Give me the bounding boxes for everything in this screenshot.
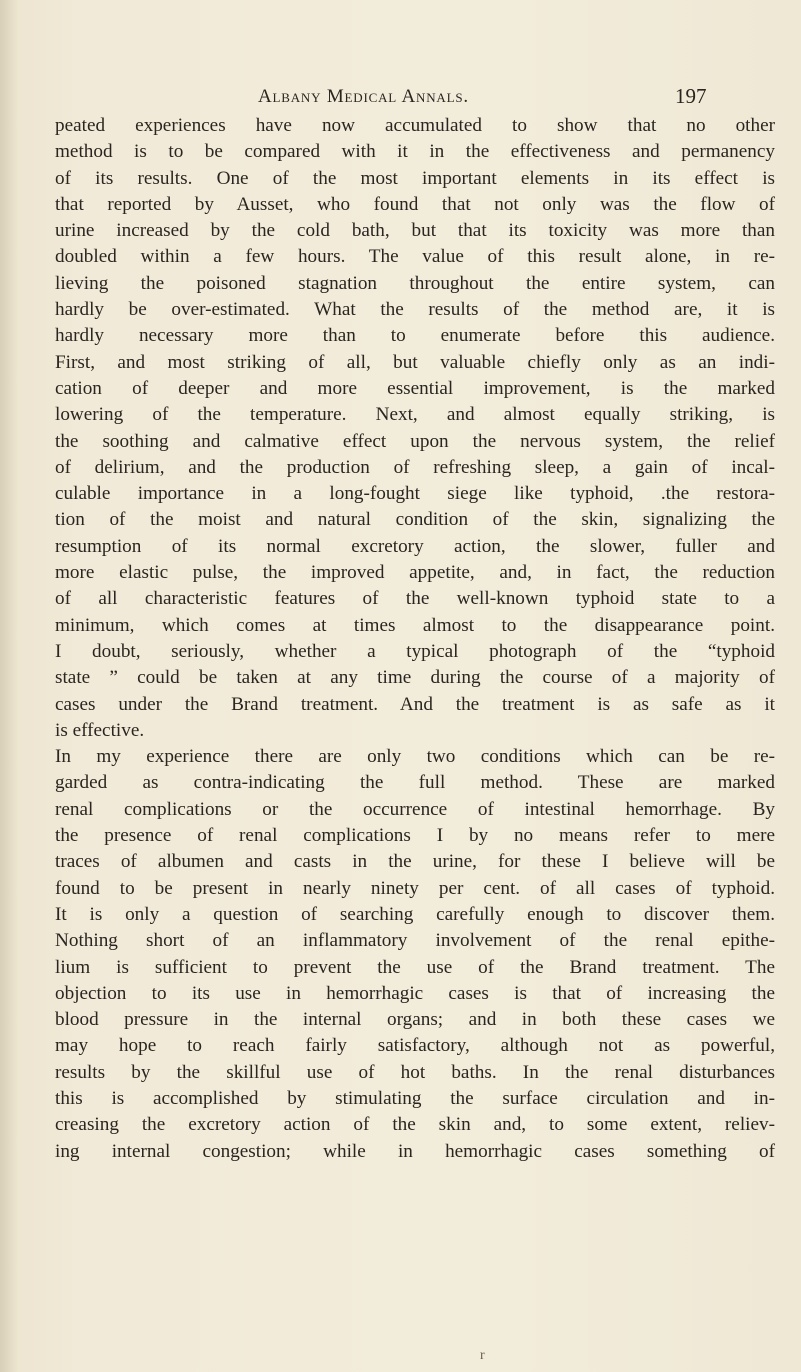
text-line: the presence of renal complications I by no means refer to mere (55, 825, 775, 847)
text-line: hardly necessary more than to enumerate before this audience. (55, 325, 775, 347)
text-line: It is only a question of searching carefully enough to discover them. (55, 903, 775, 925)
text-line: more elastic pulse, the improved appetite, and, in fact, the reduction (55, 562, 775, 584)
text-line: state ” could be taken at any time during the course of a majority of (55, 667, 775, 689)
text-line: urine increased by the cold bath, but that its toxicity was more than (55, 220, 775, 242)
text-line: of its results. One of the most important elements in its effect is (55, 167, 775, 189)
text-line: Nothing short of an inflammatory involvement of the renal epithe- (55, 930, 775, 952)
text-line: cation of deeper and more essential improvement, is the marked (55, 377, 775, 399)
stray-mark: r (480, 1348, 485, 1363)
text-line: I doubt, seriously, whether a typical photograph of the “typhoid (55, 640, 775, 662)
text-line: that reported by Ausset, who found that not only was the flow of (55, 193, 775, 215)
text-line: minimum, which comes at times almost to the disappearance point. (55, 614, 775, 636)
text-line: doubled within a few hours. The value of this result alone, in re- (55, 246, 775, 268)
text-line: lowering of the temperature. Next, and almost equally striking, is (55, 404, 775, 426)
text-line: method is to be compared with it in the effectiveness and permanency (55, 141, 775, 163)
text-line: results by the skillful use of hot baths. In the renal disturbances (55, 1061, 775, 1083)
text-line: objection to its use in hemorrhagic cases is that of increasing the (55, 982, 775, 1004)
text-line: ing internal congestion; while in hemorrhagic cases something of (55, 1140, 775, 1162)
text-line: hardly be over-estimated. What the results of the method are, it is (55, 299, 775, 321)
text-line: the soothing and calmative effect upon the nervous system, the relief (55, 430, 775, 452)
text-line: cases under the Brand treatment. And the treatment is as safe as it (55, 693, 775, 715)
text-line: tion of the moist and natural condition of the skin, signalizing the (55, 509, 775, 531)
text-line: resumption of its normal excretory action, the slower, fuller and (55, 535, 775, 557)
text-line: First, and most striking of all, but valuable chiefly only as an indi- (55, 351, 775, 373)
text-line: traces of albumen and casts in the urine, for these I believe will be (55, 851, 775, 873)
binding-shadow (0, 0, 18, 1372)
text-line: lium is sufficient to prevent the use of the Brand treatment. The (55, 956, 775, 978)
text-line: blood pressure in the internal organs; and in both these cases we (55, 1009, 775, 1031)
text-line: of delirium, and the production of refreshing sleep, a gain of incal- (55, 456, 775, 478)
text-line: may hope to reach fairly satisfactory, although not as powerful, (55, 1035, 775, 1057)
page-number: 197 (675, 84, 707, 108)
text-line: In my experience there are only two conditions which can be re- (55, 746, 775, 768)
text-line: lieving the poisoned stagnation throughout the entire system, can (55, 272, 775, 294)
text-line: peated experiences have now accumulated to show that no other (55, 115, 775, 136)
text-line: of all characteristic features of the well-known typhoid state to a (55, 588, 775, 610)
body-text (55, 113, 775, 1165)
text-line: this is accomplished by stimulating the surface circulation and in- (55, 1087, 775, 1109)
text-line: is effective. (55, 719, 145, 741)
text-line: culable importance in a long-fought siege like typhoid, .the restora- (55, 483, 775, 505)
running-head: Albany Medical Annals. (258, 86, 469, 107)
text-line: garded as contra-indicating the full method. These are marked (55, 772, 775, 794)
text-line: creasing the excretory action of the skin and, to some extent, reliev- (55, 1114, 775, 1136)
text-line: found to be present in nearly ninety per cent. of all cases of typhoid. (55, 877, 775, 899)
text-line: renal complications or the occurrence of intestinal hemorrhage. By (55, 798, 775, 820)
